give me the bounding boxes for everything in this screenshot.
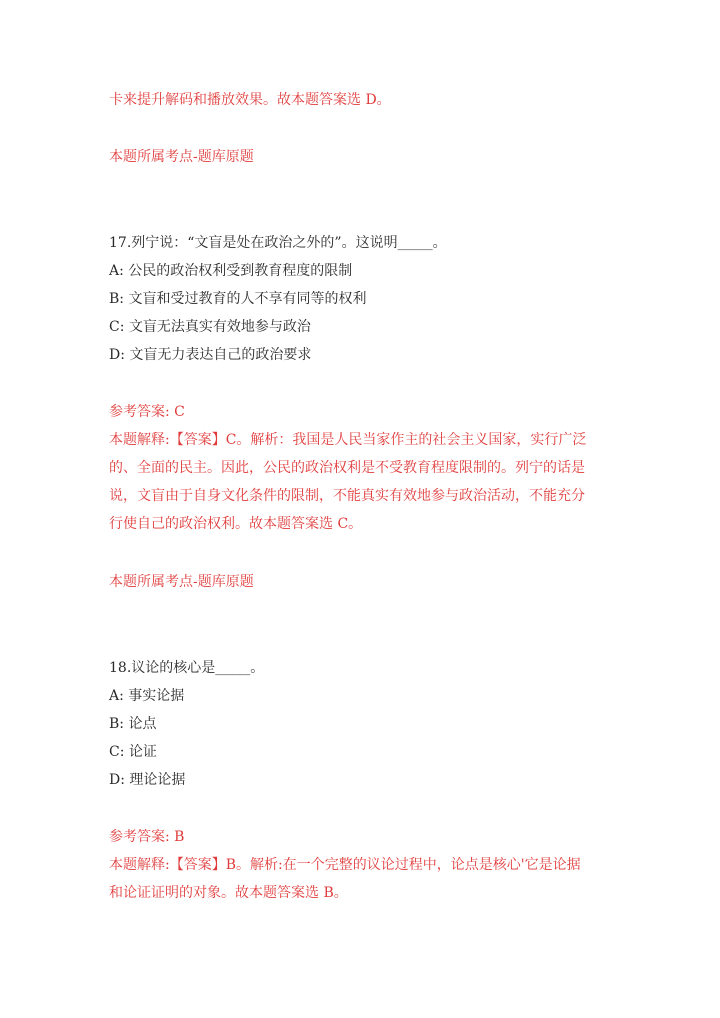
question-17-stem: 17.列宁说：“文盲是处在政治之外的”。这说明_____。 [109,235,447,251]
question-17-explanation-line-4: 行使自己的政治权利。故本题答案选 C。 [109,516,363,532]
question-18-option-c: C: 论证 [109,744,157,760]
question-17-option-b: B: 文盲和受过教育的人不享有同等的权利 [109,291,367,307]
question-17-option-a: A: 公民的政治权利受到教育程度的限制 [109,263,353,279]
question-18-explanation-line-1: 本题解释:【答案】B。解析:在一个完整的议论过程中，论点是核心'它是论据 [109,857,581,873]
question-17-option-d: D: 文盲无力表达自己的政治要求 [109,347,312,363]
question-17-option-c: C: 文盲无法真实有效地参与政治 [109,319,311,335]
question-18-option-b: B: 论点 [109,716,157,732]
question-17-source-note: 本题所属考点-题库原题 [109,574,254,590]
question-17-explanation-line-1: 本题解释:【答案】C。解析：我国是人民当家作主的社会主义国家，实行广泛 [109,432,587,448]
question-18-answer: 参考答案: B [109,829,185,845]
question-18-explanation-line-2: 和论证证明的对象。故本题答案选 B。 [109,885,348,901]
question-17-explanation-line-3: 说，文盲由于自身文化条件的限制，不能真实有效地参与政治活动，不能充分 [109,488,585,504]
question-17-answer: 参考答案: C [109,404,185,420]
question-18-stem: 18.议论的核心是_____。 [109,660,265,676]
question-17-explanation-line-2: 的、全面的民主。因此，公民的政治权利是不受教育程度限制的。列宁的话是 [109,460,585,476]
prev-source-note: 本题所属考点-题库原题 [109,149,254,165]
prev-explanation-end: 卡来提升解码和播放效果。故本题答案选 D。 [109,92,391,108]
question-18-option-a: A: 事实论据 [109,688,185,704]
question-18-option-d: D: 理论论据 [109,772,186,788]
